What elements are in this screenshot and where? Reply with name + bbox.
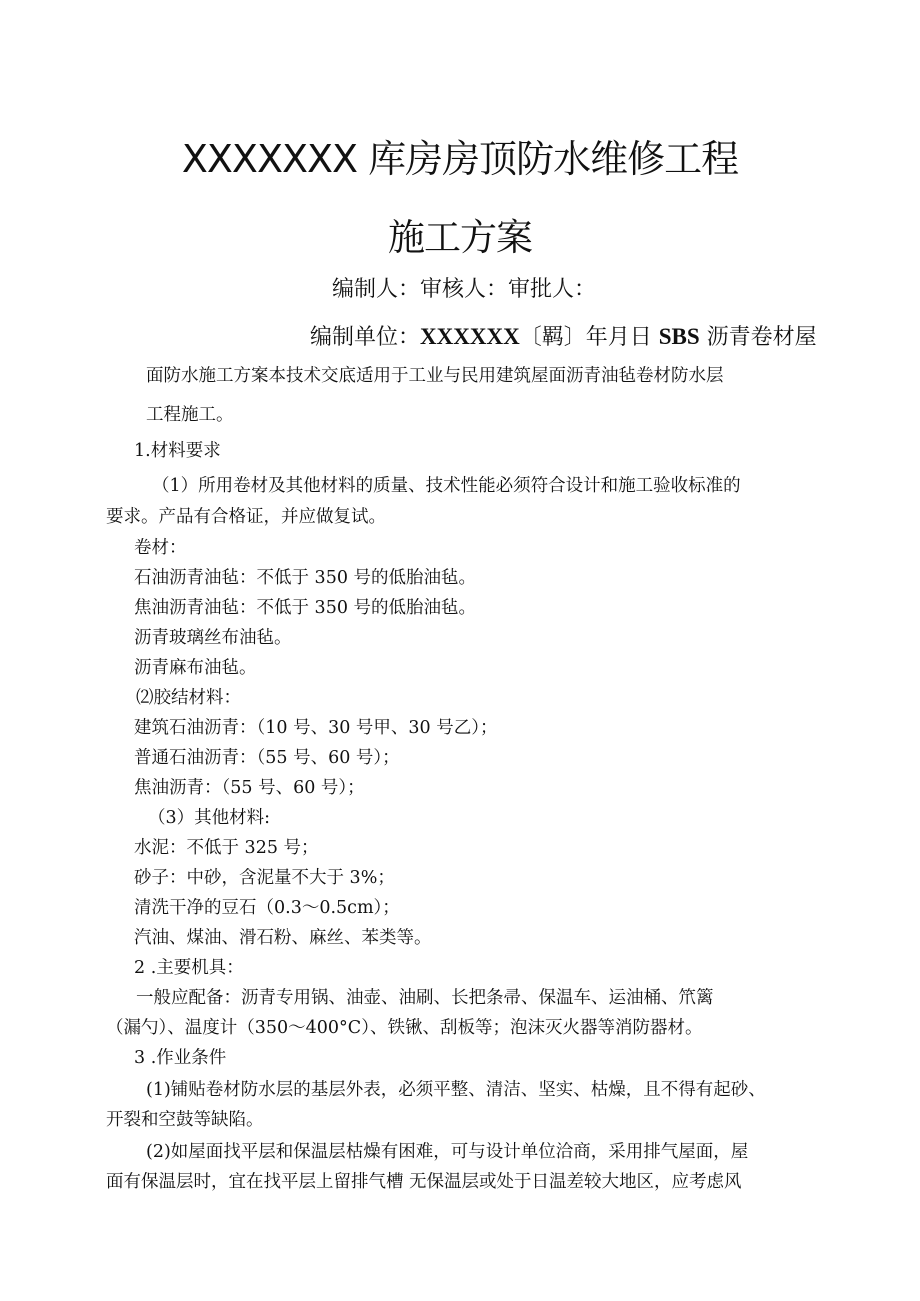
- document-title-line1: XXXXXXX 库房房顶防水维修工程: [181, 137, 739, 181]
- document-title-line2: 施工方案: [388, 216, 532, 259]
- body-line: 石油沥青油毡：不低于 350 号的低胎油毡。: [134, 568, 477, 588]
- signers-line: 编制人：审核人：审批人：: [332, 277, 597, 302]
- unit-name: XXXXXX: [420, 324, 520, 349]
- body-line: 普通石油沥青：（55 号、60 号）；: [134, 748, 400, 768]
- body-line: 开裂和空鼓等缺陷。: [106, 1110, 264, 1130]
- body-line: 焦油沥青油毡：不低于 350 号的低胎油毡。: [134, 598, 477, 618]
- body-line: 汽油、煤油、滑石粉、麻丝、苯类等。: [134, 928, 432, 948]
- unit-label: 编制单位：: [310, 325, 421, 350]
- body-line: 焦油沥青：（55 号、60 号）；: [134, 778, 365, 798]
- unit-tail: 沥青卷材屋: [699, 325, 817, 350]
- body-line: （漏勺）、温度计（350～400°C）、铁锹、刮板等；泡沫灭火器等消防器材。: [106, 1018, 703, 1038]
- unit-sbs: SBS: [658, 324, 700, 349]
- body-line: (2)如屋面找平层和保温层枯燥有困难，可与设计单位洽商，采用排气屋面，屋: [146, 1142, 749, 1162]
- body-line: (1)铺贴卷材防水层的基层外表，必须平整、清洁、坚实、枯燥，且不得有起砂、: [146, 1080, 766, 1100]
- section-heading: 2 .主要机具：: [134, 958, 244, 978]
- body-line: 卷材：: [134, 538, 187, 558]
- body-line: 砂子：中砂，含泥量不大于 3%；: [134, 868, 395, 888]
- body-line: 沥青麻布油毡。: [134, 658, 257, 678]
- body-line: 建筑石油沥青：（10 号、30 号甲、30 号乙）；: [134, 718, 498, 738]
- body-line: （3）其他材料:: [148, 808, 271, 828]
- body-line: 要求。产品有合格证，并应做复试。: [106, 507, 386, 527]
- section-heading: 3 .作业条件: [134, 1048, 227, 1068]
- body-line: 清洗干净的豆石（0.3～0.5cm）；: [134, 898, 400, 918]
- body-line: 面防水施工方案本技术交底适用于工业与民用建筑屋面沥青油毡卷材防水层: [146, 366, 724, 386]
- section-heading: 1.材料要求: [134, 441, 221, 461]
- body-line: （1）所用卷材及其他材料的质量、技术性能必须符合设计和施工验收标准的: [152, 476, 741, 496]
- unit-date: 〔羁〕年月日: [519, 325, 659, 350]
- body-line: 面有保温层时，宜在找平层上留排气槽 无保温层或处于日温差较大地区，应考虑风: [106, 1172, 742, 1192]
- body-line: 一般应配备：沥青专用锅、油壶、油刷、长把条帚、保温车、运油桶、笊篱: [136, 988, 714, 1008]
- unit-line: [310, 320, 817, 351]
- body-line: 沥青玻璃丝布油毡。: [134, 628, 292, 648]
- body-line: ⑵胶结材料：: [136, 688, 241, 708]
- body-line: 水泥：不低于 325 号；: [134, 838, 319, 858]
- body-line: 工程施工。: [146, 405, 234, 425]
